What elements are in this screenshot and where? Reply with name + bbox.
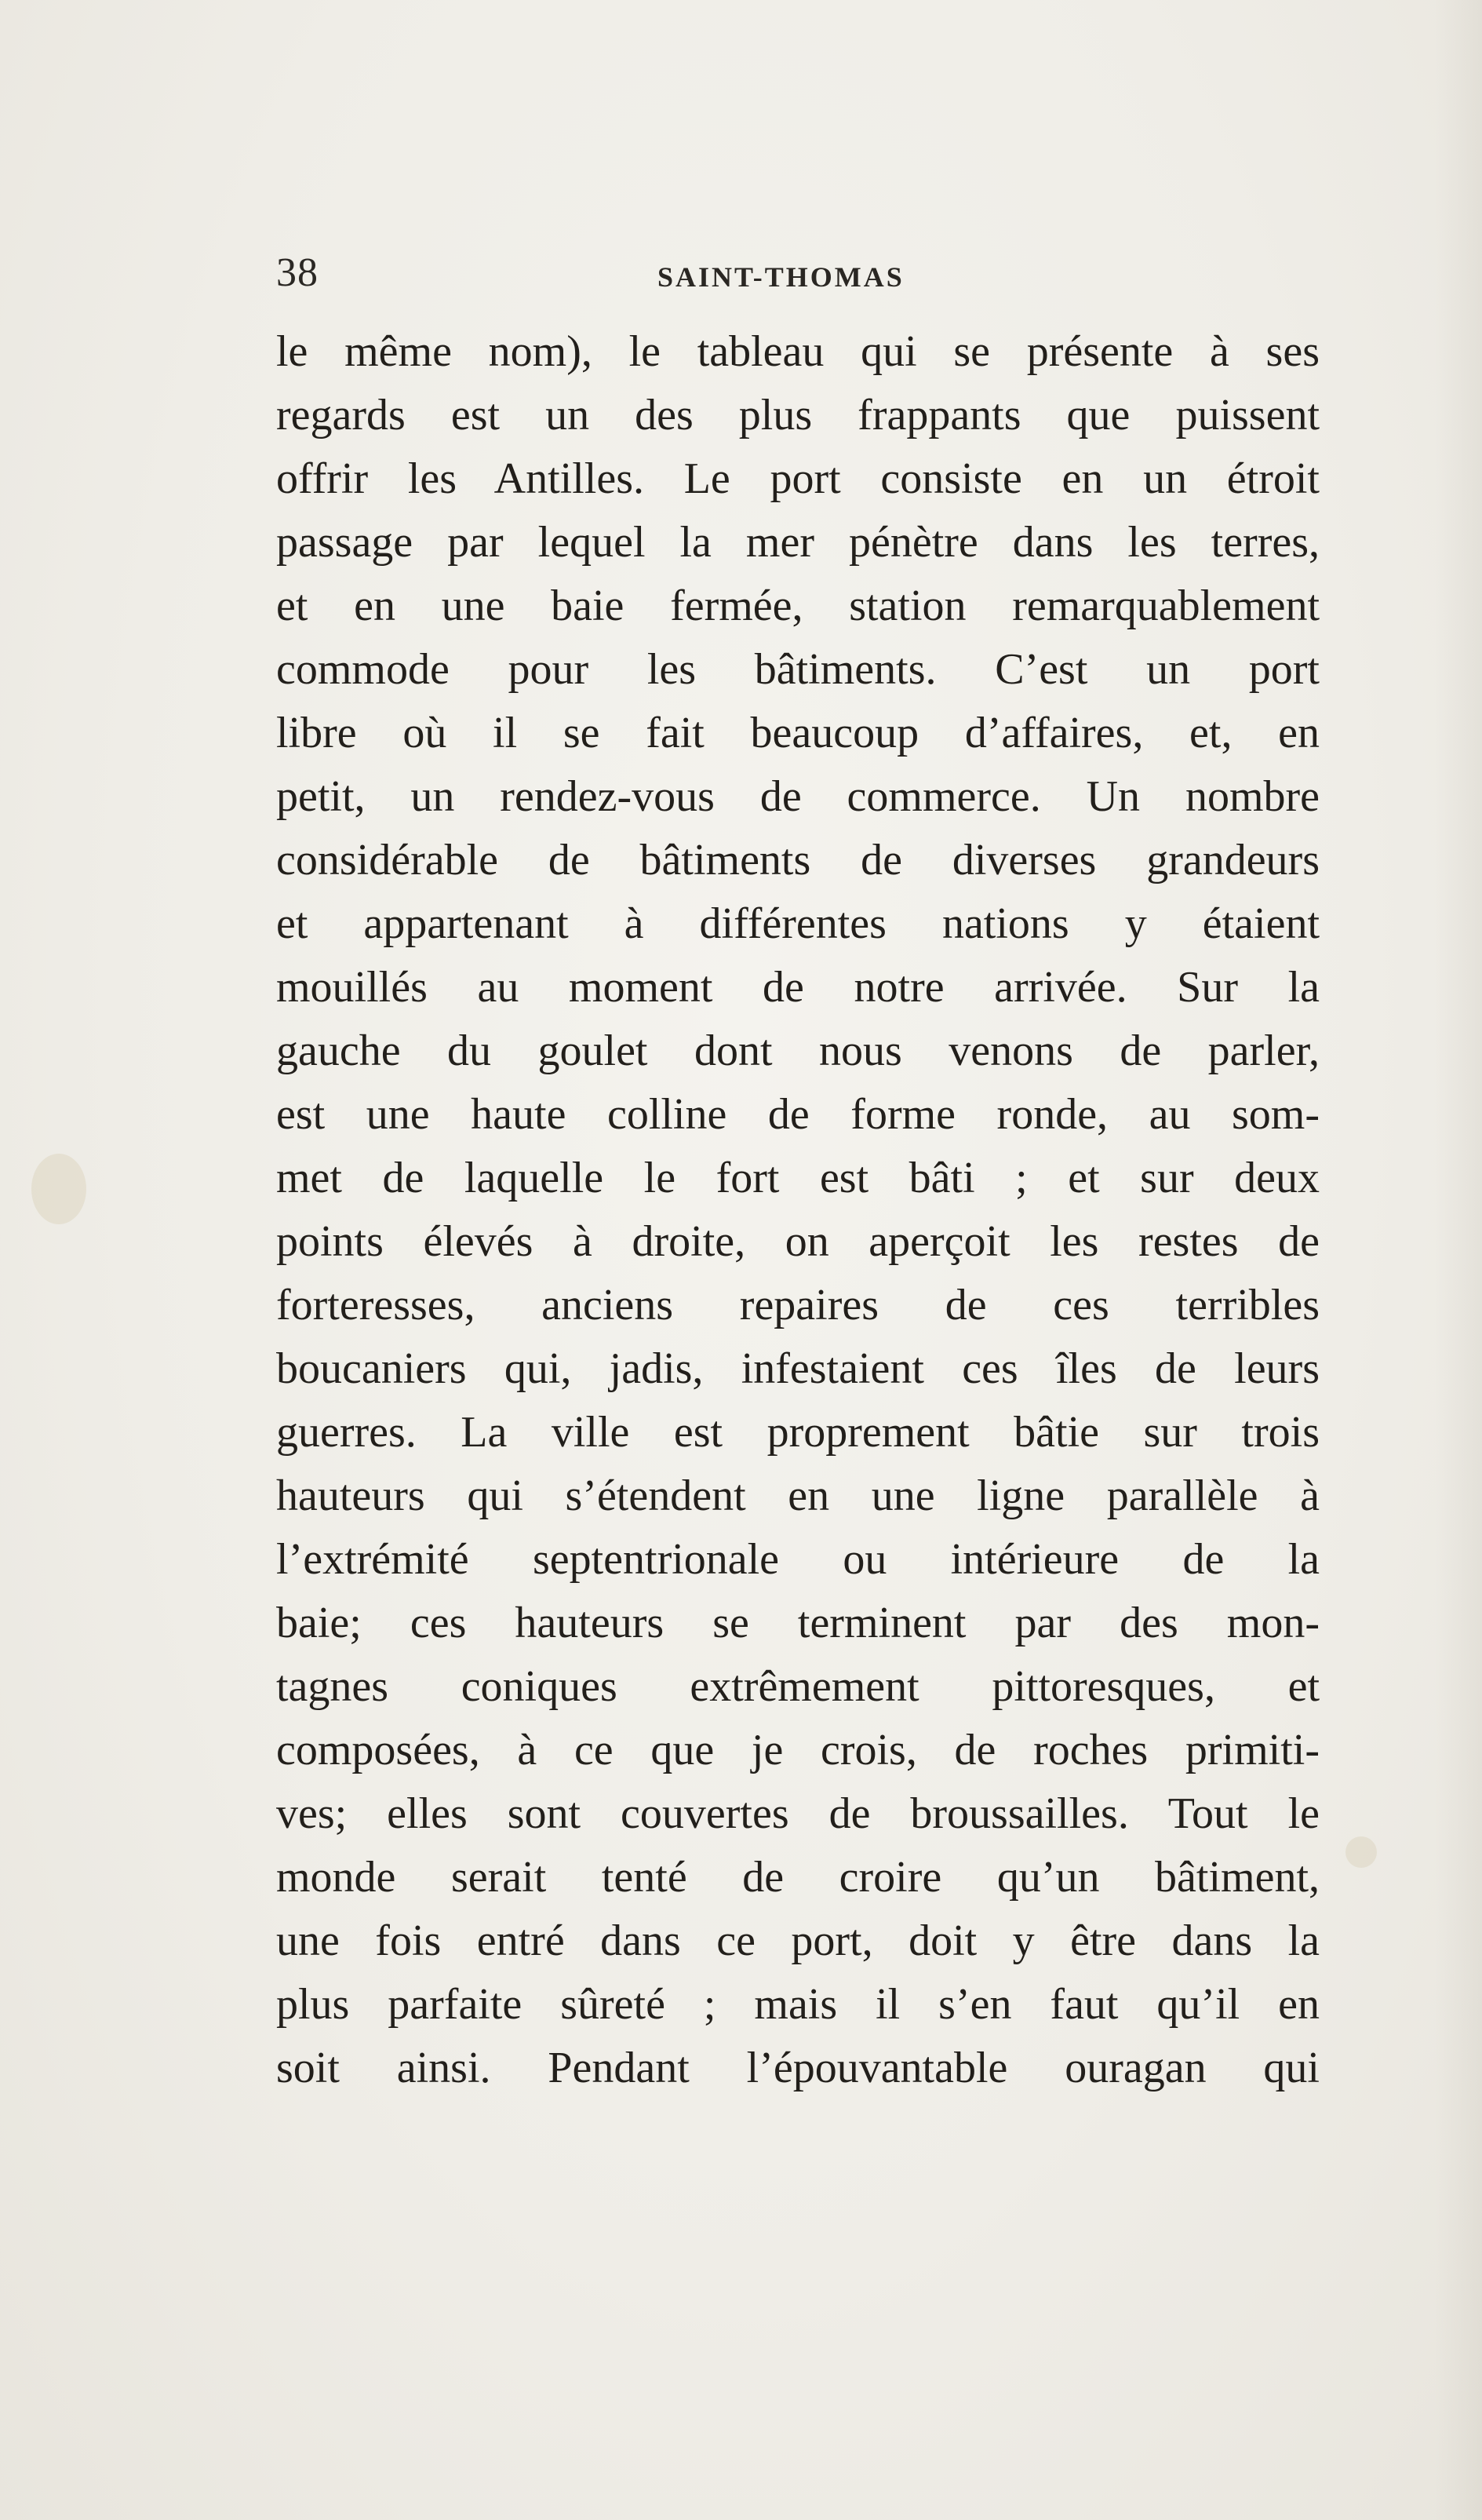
- foxing-spot: [31, 1154, 86, 1224]
- text-line: tagnes coniques extrêmement pittoresques, et: [276, 1662, 1320, 1711]
- text-line: une fois entré dans ce port, doit y être dans la: [276, 1916, 1320, 1965]
- text-line: baie; ces hauteurs se terminent par des mon-: [276, 1599, 1320, 1647]
- text-line: guerres. La ville est proprement bâtie sur trois: [276, 1408, 1320, 1457]
- text-line: petit, un rendez-vous de commerce. Un nombre: [276, 772, 1320, 821]
- text-line: boucaniers qui, jadis, infestaient ces îles de leurs: [276, 1344, 1320, 1393]
- text-line: mouillés au moment de notre arrivée. Sur la: [276, 963, 1320, 1012]
- page-number: 38: [276, 250, 319, 295]
- text-line: offrir les Antilles. Le port consiste en un étroit: [276, 454, 1320, 503]
- text-line: hauteurs qui s’étendent en une ligne parallèle à: [276, 1472, 1320, 1520]
- text-line: regards est un des plus frappants que puissent: [276, 391, 1320, 439]
- text-line: ves; elles sont couvertes de broussailles. Tout le: [276, 1789, 1320, 1838]
- page-edge-shadow: [1435, 0, 1482, 2520]
- text-line: forteresses, anciens repaires de ces terribles: [276, 1281, 1320, 1329]
- text-line: libre où il se fait beaucoup d’affaires, et, en: [276, 709, 1320, 757]
- running-head: SAINT-THOMAS: [657, 261, 905, 293]
- text-line: gauche du goulet dont nous venons de parler,: [276, 1027, 1320, 1075]
- body-text: [276, 320, 1320, 2100]
- text-line: considérable de bâtiments de diverses grandeurs: [276, 836, 1320, 884]
- text-line: et appartenant à différentes nations y étaient: [276, 899, 1320, 948]
- text-line: le même nom), le tableau qui se présente à ses: [276, 327, 1320, 376]
- text-line: soit ainsi. Pendant l’épouvantable ouragan qui: [276, 2044, 1320, 2092]
- text-line: points élevés à droite, on aperçoit les restes de: [276, 1217, 1320, 1266]
- text-line: composées, à ce que je crois, de roches primiti-: [276, 1726, 1320, 1774]
- text-line: met de laquelle le fort est bâti ; et sur deux: [276, 1154, 1320, 1202]
- text-line: et en une baie fermée, station remarquablement: [276, 582, 1320, 630]
- text-line: passage par lequel la mer pénètre dans les terres,: [276, 518, 1320, 567]
- foxing-spot: [1345, 1836, 1377, 1868]
- page-header: [276, 243, 1320, 306]
- text-line: est une haute colline de forme ronde, au som-: [276, 1090, 1320, 1139]
- text-line: commode pour les bâtiments. C’est un port: [276, 645, 1320, 694]
- text-line: l’extrémité septentrionale ou intérieure de la: [276, 1535, 1320, 1584]
- text-line: plus parfaite sûreté ; mais il s’en faut qu’il en: [276, 1980, 1320, 2029]
- text-line: monde serait tenté de croire qu’un bâtiment,: [276, 1853, 1320, 1902]
